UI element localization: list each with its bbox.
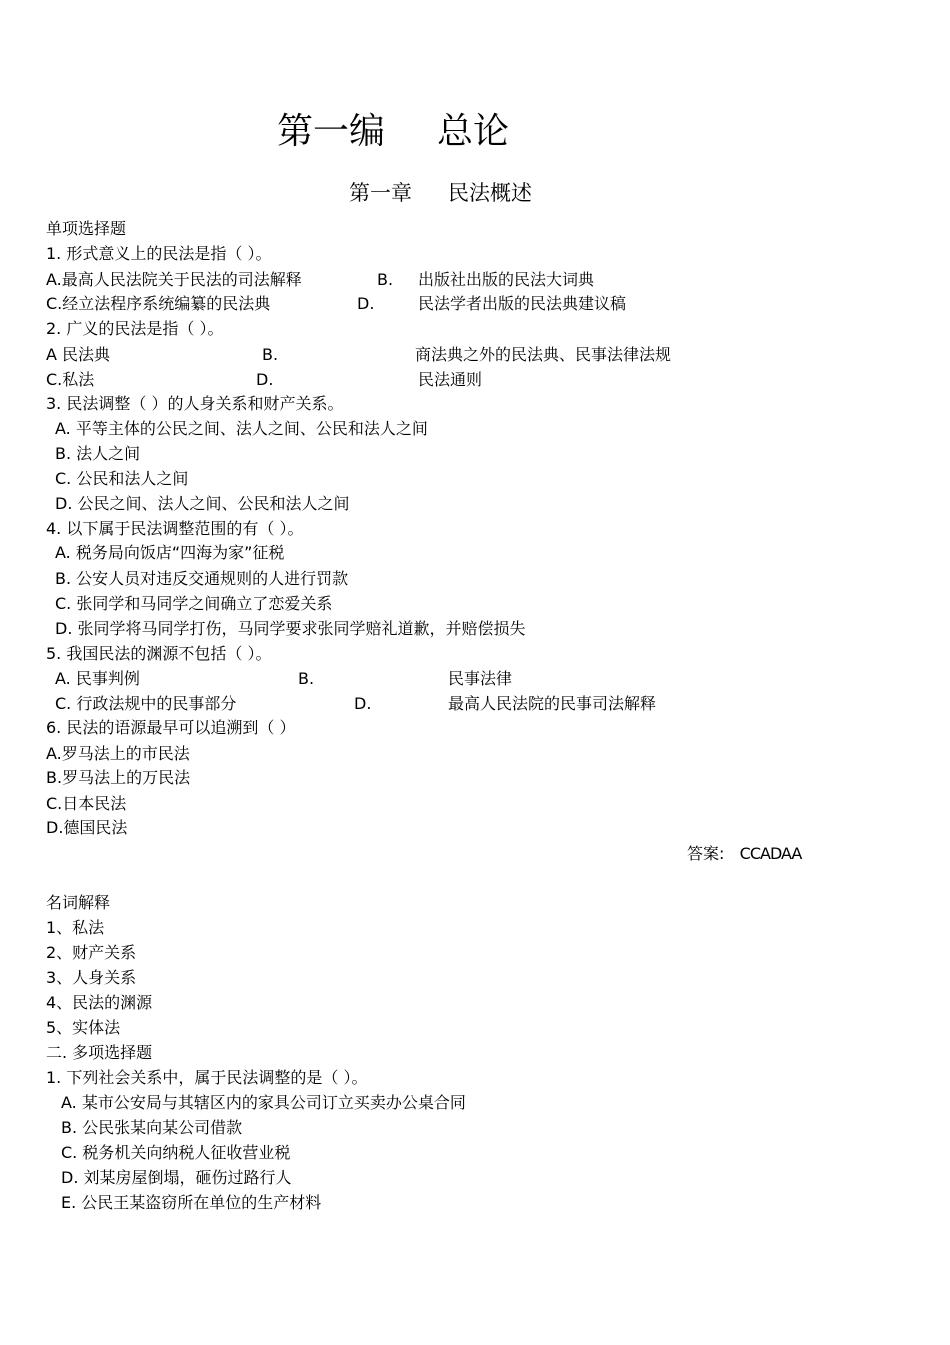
option-a: A. 平等主体的公民之间、法人之间、公民和法人之间 bbox=[55, 419, 428, 438]
chapter-number: 第一章 bbox=[349, 181, 412, 205]
option-e: E. 公民王某盗窃所在单位的生产材料 bbox=[61, 1193, 322, 1212]
option-c: C. 行政法规中的民事部分 bbox=[55, 694, 237, 713]
option-a: A 民法典 bbox=[46, 345, 111, 364]
option-d: 民法学者出版的民法典建议稿 bbox=[418, 294, 627, 313]
list-item: 4、民法的渊源 bbox=[46, 993, 153, 1012]
question-stem: 2. 广义的民法是指（ ）。 bbox=[46, 319, 224, 338]
option-d: D. 公民之间、法人之间、公民和法人之间 bbox=[55, 494, 350, 513]
option-d-letter: D. bbox=[354, 694, 372, 713]
question-stem: 1. 下列社会关系中，属于民法调整的是（ ）。 bbox=[46, 1068, 368, 1087]
option-b-letter: B. bbox=[262, 345, 279, 364]
option-d-letter: D. bbox=[357, 294, 375, 313]
option-b-letter: B. bbox=[377, 270, 394, 289]
option-b: 民事法律 bbox=[448, 669, 513, 688]
option-c: C. 公民和法人之间 bbox=[55, 469, 189, 488]
question-stem: 4. 以下属于民法调整范围的有（ ）。 bbox=[46, 519, 304, 538]
option-a: A.最高人民法院关于民法的司法解释 bbox=[46, 270, 302, 289]
option-b: B.罗马法上的万民法 bbox=[46, 768, 191, 787]
option-c: C. 税务机关向纳税人征收营业税 bbox=[61, 1143, 291, 1162]
question-stem: 3. 民法调整（ ）的人身关系和财产关系。 bbox=[46, 394, 344, 413]
answer-key bbox=[687, 844, 801, 864]
option-b: B. 公民张某向某公司借款 bbox=[61, 1118, 243, 1137]
list-item: 5、实体法 bbox=[46, 1018, 121, 1037]
section-heading-multi-choice: 二. 多项选择题 bbox=[46, 1043, 153, 1062]
option-d: 民法通则 bbox=[418, 370, 483, 389]
option-c: C.私法 bbox=[46, 370, 95, 389]
question-stem: 6. 民法的语源最早可以追溯到（ ） bbox=[46, 718, 296, 737]
part-name: 总论 bbox=[437, 111, 510, 152]
list-item: 1、私法 bbox=[46, 918, 105, 937]
part-number: 第一编 bbox=[277, 111, 386, 152]
option-d: D. 刘某房屋倒塌，砸伤过路行人 bbox=[61, 1168, 292, 1187]
option-b: 商法典之外的民法典、民事法律法规 bbox=[415, 345, 672, 364]
list-item: 3、人身关系 bbox=[46, 968, 137, 987]
option-a: A. 税务局向饭店“四海为家”征税 bbox=[55, 543, 285, 562]
option-b: B. 法人之间 bbox=[55, 444, 141, 463]
option-c: C. 张同学和马同学之间确立了恋爱关系 bbox=[55, 594, 333, 613]
option-b-letter: B. bbox=[298, 669, 315, 688]
answer-value: CCADAA bbox=[739, 844, 802, 863]
list-item: 2、财产关系 bbox=[46, 943, 137, 962]
question-stem: 5. 我国民法的渊源不包括（ ）。 bbox=[46, 644, 272, 663]
option-d: D. 张同学将马同学打伤，马同学要求张同学赔礼道歉，并赔偿损失 bbox=[55, 619, 526, 638]
option-c: C.经立法程序系统编纂的民法典 bbox=[46, 294, 271, 313]
option-d: D.德国民法 bbox=[46, 818, 128, 837]
chapter-title bbox=[349, 180, 532, 206]
section-heading-single-choice: 单项选择题 bbox=[46, 219, 127, 238]
option-d: 最高人民法院的民事司法解释 bbox=[448, 694, 657, 713]
option-a: A.罗马法上的市民法 bbox=[46, 744, 190, 763]
section-heading-terms: 名词解释 bbox=[46, 893, 111, 912]
chapter-name: 民法概述 bbox=[448, 181, 532, 205]
option-b: 出版社出版的民法大词典 bbox=[418, 270, 595, 289]
option-a: A. 民事判例 bbox=[55, 669, 140, 688]
option-a: A. 某市公安局与其辖区内的家具公司订立买卖办公桌合同 bbox=[61, 1093, 466, 1112]
option-c: C.日本民法 bbox=[46, 794, 127, 813]
part-title bbox=[277, 110, 509, 154]
question-stem: 1. 形式意义上的民法是指（ ）。 bbox=[46, 244, 272, 263]
answer-label: 答案: bbox=[687, 844, 725, 863]
option-b: B. 公安人员对违反交通规则的人进行罚款 bbox=[55, 569, 349, 588]
option-d-letter: D. bbox=[256, 370, 274, 389]
